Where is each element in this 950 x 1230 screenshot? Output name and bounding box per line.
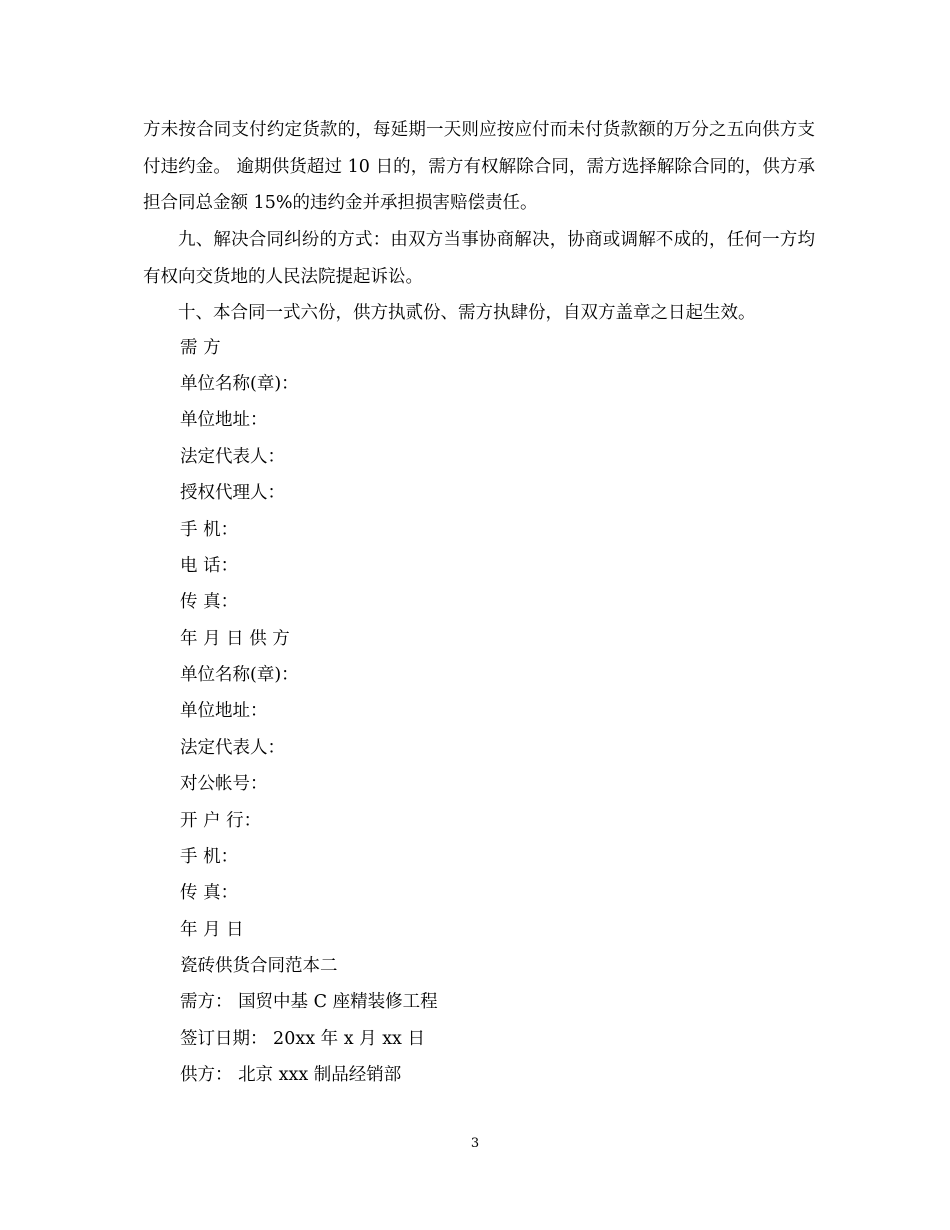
seller-bank-field: 开 户 行： xyxy=(180,811,262,831)
contract-sample-two-title: 瓷砖供货合同范本二 xyxy=(180,956,338,976)
seller-account-field: 对公帐号： xyxy=(180,774,268,794)
buyer-company-name-field: 单位名称(章)： xyxy=(180,374,299,394)
buyer-address-field: 单位地址： xyxy=(180,410,268,430)
buyer-agent-field: 授权代理人： xyxy=(180,483,285,503)
seller-name-line: 供方： 北京 xxx 制品经销部 xyxy=(180,1065,402,1085)
buyer-project-line: 需方： 国贸中基 C 座精装修工程 xyxy=(180,992,438,1012)
seller-date-field: 年 月 日 xyxy=(180,920,244,940)
seller-fax-field: 传 真： xyxy=(180,883,239,903)
buyer-fax-field: 传 真： xyxy=(180,592,239,612)
buyer-mobile-field: 手 机： xyxy=(180,520,239,540)
buyer-legal-rep-field: 法定代表人： xyxy=(180,447,285,467)
paragraph-penalty-clause: 方未按合同支付约定货款的，每延期一天则应按应付而未付货款额的万分之五向供方支付违约金。 逾期供货超过 10 日的，需方有权解除合同，需方选择解除合同的，供方承担合同总金额 15%的违约金并承担损害赔偿责任。 xyxy=(143,120,815,213)
paragraph-copies-clause: 十、本合同一式六份，供方执贰份、需方执肆份，自双方盖章之日起生效。 xyxy=(178,303,756,323)
seller-legal-rep-field: 法定代表人： xyxy=(180,738,285,758)
buyer-phone-field: 电 话： xyxy=(180,556,239,576)
page-number: 3 xyxy=(470,1136,480,1151)
paragraph-dispute-clause: 九、解决合同纠纷的方式：由双方当事协商解决，协商或调解不成的，任何一方均有权向交货地的人民法院提起诉讼。 xyxy=(143,230,815,287)
signing-date-line: 签订日期： 20xx 年 x 月 xx 日 xyxy=(180,1029,425,1049)
seller-mobile-field: 手 机： xyxy=(180,847,239,867)
buyer-heading: 需 方 xyxy=(180,338,221,358)
seller-address-field: 单位地址： xyxy=(180,701,268,721)
date-and-seller-heading: 年 月 日 供 方 xyxy=(180,629,290,649)
seller-company-name-field: 单位名称(章)： xyxy=(180,665,299,685)
